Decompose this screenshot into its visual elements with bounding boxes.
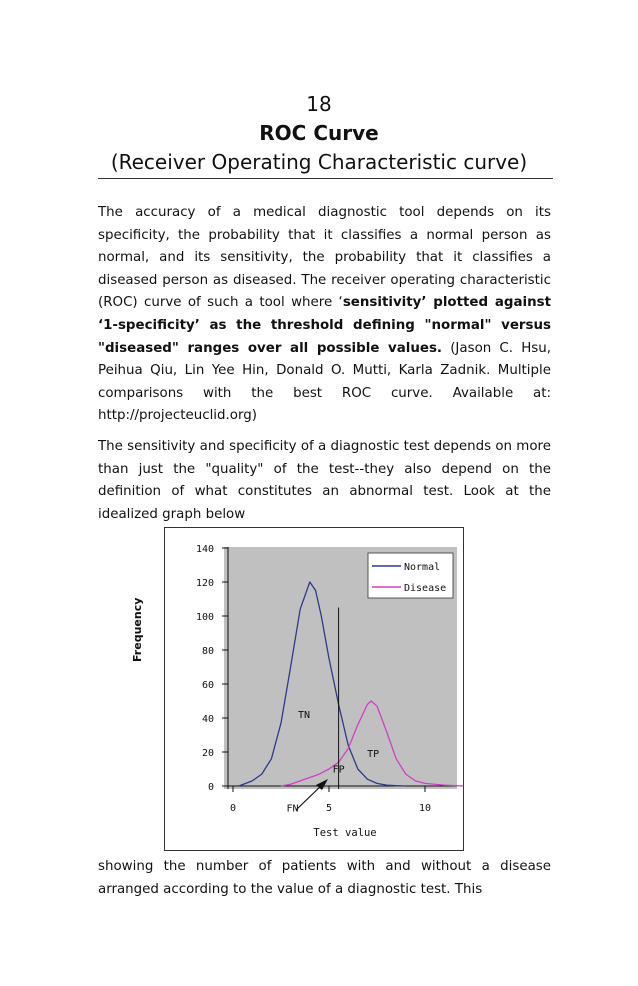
distribution-chart <box>131 527 464 851</box>
y-tick-label: 120 <box>195 578 214 589</box>
y-tick-label: 100 <box>195 612 214 623</box>
chart-legend <box>368 553 453 598</box>
y-tick-label: 0 <box>207 782 214 793</box>
y-tick-label: 80 <box>201 646 214 657</box>
section-title: ROC Curve <box>259 121 379 145</box>
section-subtitle: (Receiver Operating Characteristic curve) <box>110 150 528 174</box>
y-tick-label: 40 <box>201 714 214 725</box>
paragraph1-bold-text: sensitivity’ plotted against ‘1-specificity’ as the threshold defining "normal" versus "diseased" ranges over all possible values. <box>98 295 551 356</box>
annotation-fp: FP <box>332 764 345 776</box>
y-tick-label: 20 <box>201 748 214 759</box>
y-tick-label: 60 <box>201 680 214 691</box>
paragraph-sensitivity: The sensitivity and specificity of a diagnostic test depends on more than just the "quality" of the test--they also depend on the definition of what constitutes an abnormal test. Look at the idealized graph below <box>98 439 551 522</box>
x-tick-label: 0 <box>229 803 237 814</box>
annotation-tp: TP <box>367 749 380 761</box>
paragraph-showing: showing the number of patients with and without a disease arranged according to the value of a diagnostic test. This <box>98 859 551 897</box>
legend-disease-label: Disease <box>404 583 447 594</box>
x-tick-label: 10 <box>418 803 432 814</box>
roc-distribution-figure <box>131 527 464 851</box>
annotation-tn: TN <box>298 710 311 721</box>
y-axis-label: Frequency <box>131 597 144 662</box>
paragraph1-text-b: (Jason C. Hsu, Peihua Qiu, Lin Yee Hin, Donald O. Mutti, Karla Zadnik. Multiple comparisons with the best ROC curve. Available at: http://projecteuclid.org) <box>98 340 552 424</box>
title-divider <box>98 178 553 179</box>
legend-normal-label: Normal <box>404 562 441 573</box>
x-axis-label: Test value <box>313 827 377 839</box>
y-tick-label: 140 <box>195 544 214 555</box>
annotation-fn: FN <box>286 803 299 815</box>
paragraph-accuracy <box>98 202 551 428</box>
x-tick-label: 5 <box>325 803 333 814</box>
page-number: 18 <box>306 92 332 116</box>
paragraph1-text-a: The accuracy of a medical diagnostic tool depends on its specificity, the probability that it classifies a normal person as normal, and its sensitivity, the probability that it classifies a diseased person as diseased. The receiver operating characteristic (ROC) curve of such a tool where ‘ <box>98 205 551 311</box>
